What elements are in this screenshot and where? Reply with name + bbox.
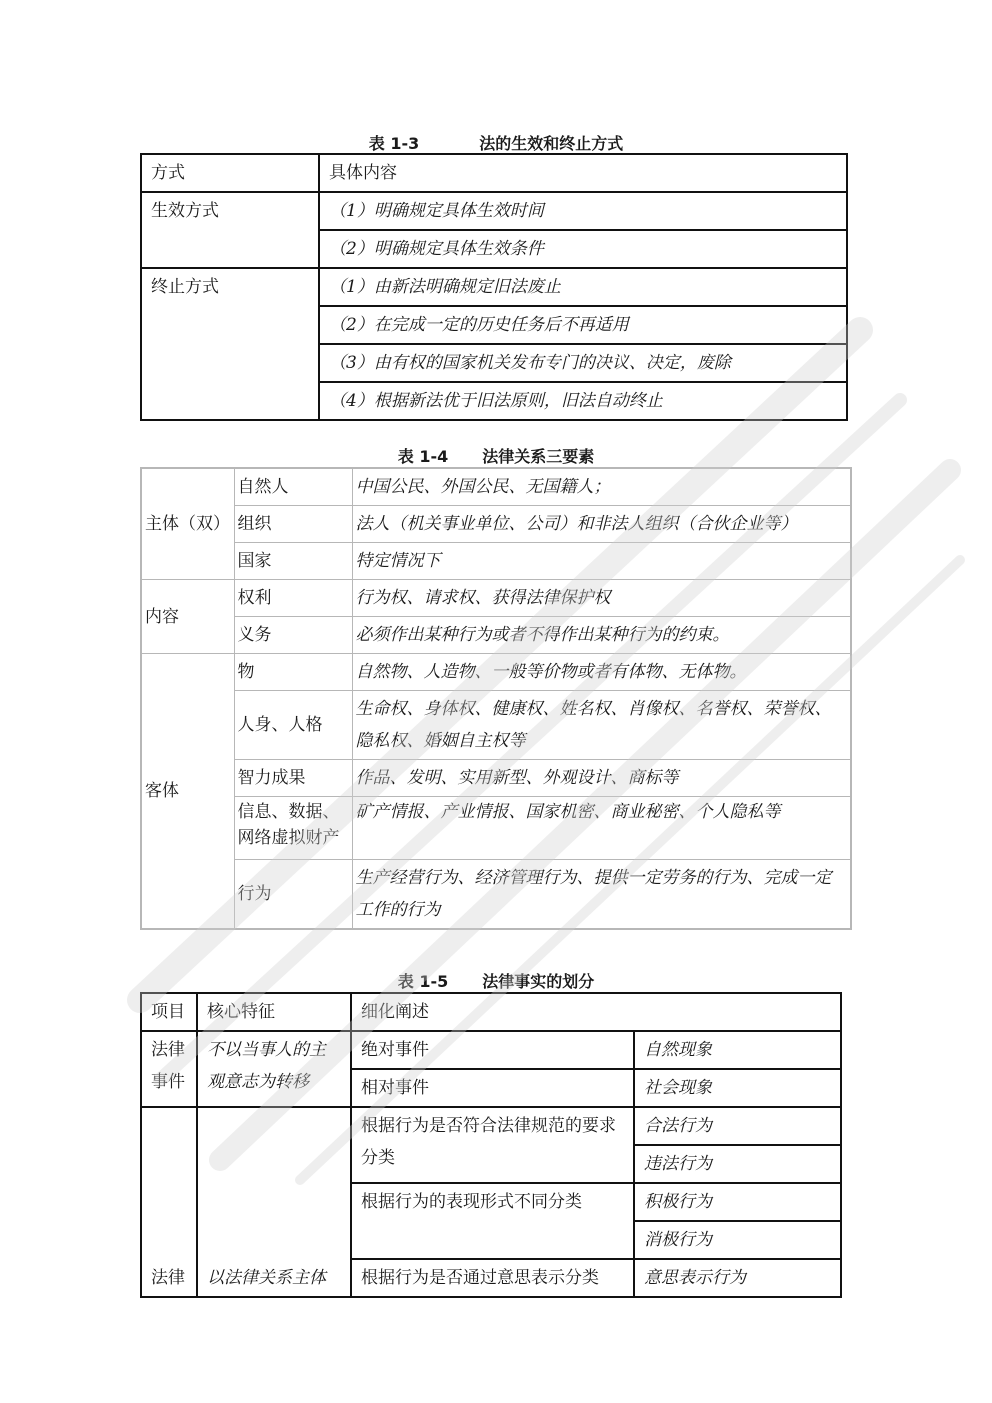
termination-item: （2）在完成一定的历史任务后不再适用 <box>319 306 847 344</box>
table-row <box>141 654 851 691</box>
table-1-4 <box>140 467 852 930</box>
header-content: 具体内容 <box>319 154 847 192</box>
table13-title: 法的生效和终止方式 <box>479 134 624 153</box>
termination-label: 终止方式 <box>141 268 319 420</box>
object-item: 人身、人格 <box>234 691 352 760</box>
effect-item: （1）明确规定具体生效时间 <box>319 192 847 230</box>
termination-item: （1）由新法明确规定旧法废止 <box>319 268 847 306</box>
act-label: 法律 <box>141 1107 197 1297</box>
content-item: 义务 <box>234 617 352 654</box>
table-row <box>141 691 851 760</box>
act-type: 积极行为 <box>634 1183 841 1221</box>
subject-item: 国家 <box>234 543 352 580</box>
table15-title: 法律事实的划分 <box>482 972 595 991</box>
object-item: 信息、数据、网络虚拟财产 <box>234 797 352 860</box>
termination-item: （4）根据新法优于旧法原则，旧法自动终止 <box>319 382 847 420</box>
subject-item: 组织 <box>234 506 352 543</box>
table15-caption <box>0 969 992 992</box>
table14-caption <box>0 444 992 467</box>
act-detail: 根据行为是否通过意思表示分类 <box>351 1259 634 1297</box>
content-label: 内容 <box>141 580 234 654</box>
header-item: 项目 <box>141 993 197 1031</box>
table-1-5 <box>140 992 842 1298</box>
table-row <box>141 154 847 192</box>
event-detail: 相对事件 <box>351 1069 634 1107</box>
object-item: 智力成果 <box>234 760 352 797</box>
object-desc: 自然物、人造物、一般等价物或者有体物、无体物。 <box>352 654 851 691</box>
table-row <box>141 192 847 230</box>
object-desc: 作品、发明、实用新型、外观设计、商标等 <box>352 760 851 797</box>
header-feature: 核心特征 <box>197 993 351 1031</box>
table15-number: 表 1-5 <box>397 972 449 991</box>
header-mode: 方式 <box>141 154 319 192</box>
table13-number: 表 1-3 <box>368 134 420 153</box>
subject-label: 主体（双） <box>141 468 234 580</box>
table-row <box>141 468 851 506</box>
table-row <box>141 1107 841 1145</box>
table-row <box>141 268 847 306</box>
termination-item: （3）由有权的国家机关发布专门的决议、决定，废除 <box>319 344 847 382</box>
act-type: 合法行为 <box>634 1107 841 1145</box>
content-desc: 必须作出某种行为或者不得作出某种行为的约束。 <box>352 617 851 654</box>
event-type: 社会现象 <box>634 1069 841 1107</box>
table14-number: 表 1-4 <box>397 447 449 466</box>
event-feature: 不以当事人的主观意志为转移 <box>197 1031 351 1107</box>
content-item: 权利 <box>234 580 352 617</box>
object-label: 客体 <box>141 654 234 930</box>
table-1-3 <box>140 153 848 421</box>
act-feature: 以法律关系主体 <box>197 1107 351 1297</box>
event-type: 自然现象 <box>634 1031 841 1069</box>
table-row <box>141 617 851 654</box>
act-type: 消极行为 <box>634 1221 841 1259</box>
table-row <box>141 543 851 580</box>
subject-desc: 中国公民、外国公民、无国籍人； <box>352 468 851 506</box>
table13-caption <box>0 131 992 154</box>
subject-desc: 特定情况下 <box>352 543 851 580</box>
effect-label: 生效方式 <box>141 192 319 268</box>
table-row <box>141 993 841 1031</box>
object-desc: 矿产情报、产业情报、国家机密、商业秘密、个人隐私等 <box>352 797 851 860</box>
act-type: 意思表示行为 <box>634 1259 841 1297</box>
content-desc: 行为权、请求权、获得法律保护权 <box>352 580 851 617</box>
act-type: 违法行为 <box>634 1145 841 1183</box>
table-row <box>141 860 851 930</box>
table14-title: 法律关系三要素 <box>482 447 595 466</box>
act-detail: 根据行为的表现形式不同分类 <box>351 1183 634 1259</box>
subject-desc: 法人（机关事业单位、公司）和非法人组织（合伙企业等） <box>352 506 851 543</box>
event-detail: 绝对事件 <box>351 1031 634 1069</box>
object-desc: 生命权、身体权、健康权、姓名权、肖像权、名誉权、荣誉权、隐私权、婚姻自主权等 <box>352 691 851 760</box>
header-detail: 细化阐述 <box>351 993 841 1031</box>
table-row <box>141 760 851 797</box>
table-row <box>141 797 851 860</box>
effect-item: （2）明确规定具体生效条件 <box>319 230 847 268</box>
table-row <box>141 580 851 617</box>
object-desc: 生产经营行为、经济管理行为、提供一定劳务的行为、完成一定工作的行为 <box>352 860 851 930</box>
object-item: 物 <box>234 654 352 691</box>
act-detail: 根据行为是否符合法律规范的要求分类 <box>351 1107 634 1183</box>
event-label: 法律事件 <box>141 1031 197 1107</box>
subject-item: 自然人 <box>234 468 352 506</box>
table-row <box>141 1031 841 1069</box>
table-row <box>141 506 851 543</box>
object-item: 行为 <box>234 860 352 930</box>
